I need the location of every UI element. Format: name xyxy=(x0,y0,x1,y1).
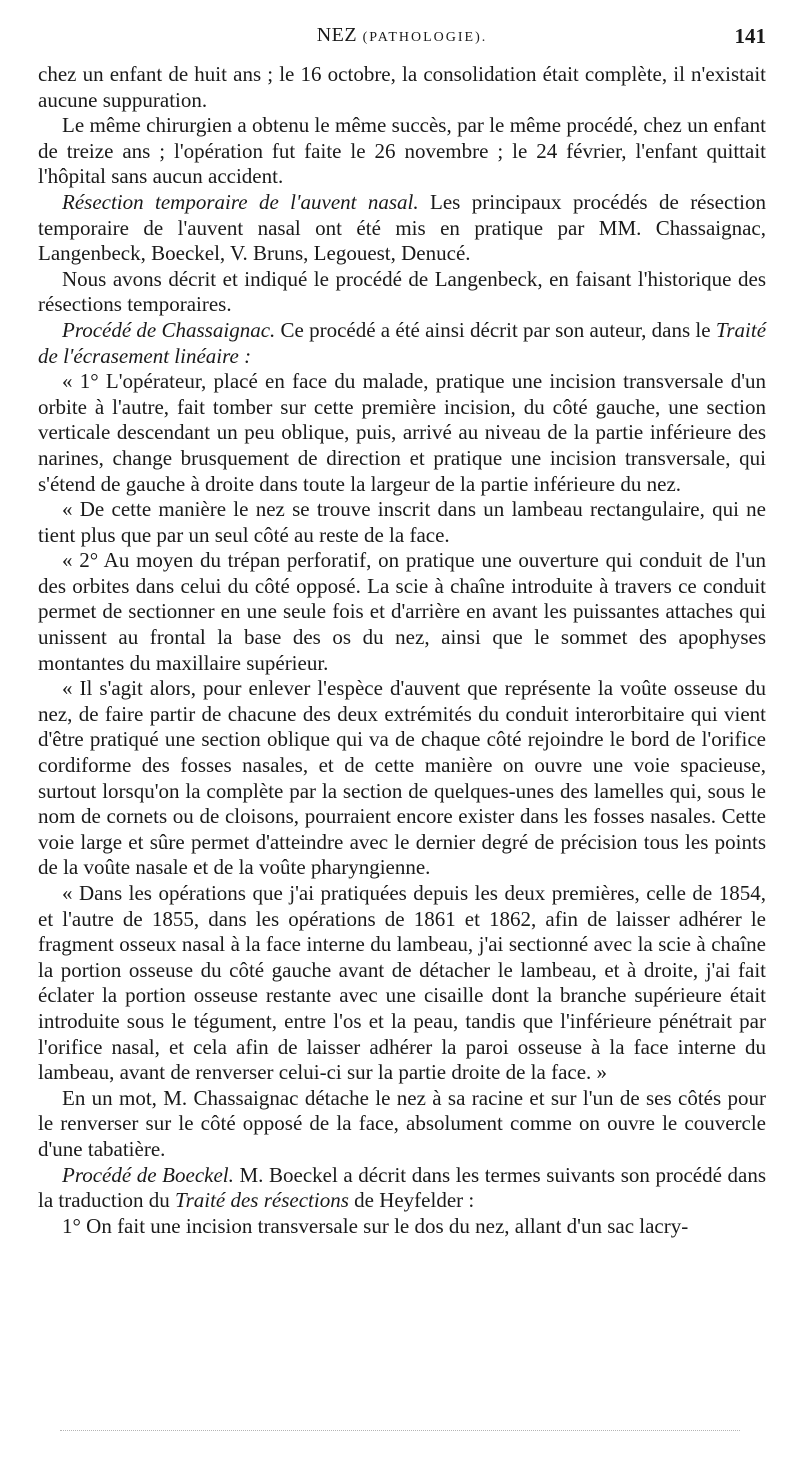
text-run: « 1° L'opérateur, placé en face du malade, pratique une incision transversale d'un orbite à l'autre, fait tomber sur cette première incision, du côté gauche, une section verticale descendant un peu oblique, puis, arrivé au niveau de la partie inférieure des narines, change brusquement de direction et pratique une incision transversale, qui s'étend de gauche à droite dans toute la largeur de la partie inférieure du nez. xyxy=(38,369,766,496)
italic-text: Résection temporaire de l'auvent nasal. xyxy=(62,189,419,214)
paragraph xyxy=(38,62,766,113)
text-run: En un mot, M. Chassaignac détache le nez à sa racine et sur l'un de ses côtés pour le renverser sur le côté opposé de la face, absolument comme on ouvre le couvercle d'une tabatière. xyxy=(38,1085,766,1161)
paragraph xyxy=(38,318,766,369)
italic-text: Procédé de Chassaignac. xyxy=(62,317,276,342)
page-number: 141 xyxy=(734,24,766,48)
text-run: M. Boeckel a décrit dans les termes suivants son procédé dans la traduction du xyxy=(38,1162,766,1213)
running-title-main: NEZ xyxy=(316,24,358,46)
body-text xyxy=(38,62,766,1239)
running-title xyxy=(38,24,766,47)
paragraph xyxy=(38,1163,766,1214)
paragraph xyxy=(38,1214,766,1240)
text-run: 1° On fait une incision transversale sur le dos du nez, allant d'un sac lacry- xyxy=(62,1213,689,1238)
paragraph xyxy=(38,881,766,1086)
running-title-subtitle: (PATHOLOGIE). xyxy=(362,30,488,45)
text-run: chez un enfant de huit ans ; le 16 octobre, la consolidation était complète, il n'existait aucune suppuration. xyxy=(38,62,766,112)
page-header xyxy=(38,24,766,54)
paragraph xyxy=(38,1086,766,1163)
text-run: Ce procédé a été ainsi décrit par son auteur, dans le xyxy=(275,317,716,342)
text-run: « Dans les opérations que j'ai pratiquées depuis les deux premières, celle de 1854, et l'autre de 1855, dans les opérations de 1861 et 1862, afin de laisser adhérer le fragment osseux nasal à la face interne du lambeau, j'ai sectionné avec la scie à chaîne la portion osseuse du côté gauche avant de détacher le lambeau, et à droite, j'ai fait éclater la portion osseuse restante avec une cisaille dont la branche supérieure était introduite sous le tégument, entre l'os et la peau, tandis que l'inférieure pénétrait par l'orifice nasal, et cela afin de laisser adhérer la paroi osseuse à la face interne du lambeau, avant de renverser celui-ci sur la partie droite de la face. » xyxy=(38,881,766,1085)
paragraph xyxy=(38,113,766,190)
text-run: de Heyfelder : xyxy=(348,1188,475,1213)
text-run: « De cette manière le nez se trouve inscrit dans un lambeau rectangulaire, qui ne tient plus que par un seul côté au reste de la face. xyxy=(38,497,766,547)
text-run: « Il s'agit alors, pour enlever l'espèce d'auvent que représente la voûte osseuse du nez, de faire partir de chacune des deux extrémités du conduit interorbitaire qui vient d'être pratiqué une section oblique qui va de chaque côté rejoindre le bord de l'orifice cordiforme des fosses nasales, et de cette manière on ouvre une voie spacieuse, surtout lorsqu'on la complète par la section de quelques-unes des lamelles qui, sous le nom de cornets ou de cloisons, pourraient encore exister dans les fosses nasales. Cette voie large et sûre permet d'atteindre avec le dernier degré de précision tous les points de la voûte nasale et de la voûte pharyngienne. xyxy=(38,676,766,880)
footer-divider xyxy=(60,1430,740,1431)
italic-text: Traité de l'écrasement linéaire : xyxy=(38,317,767,368)
paragraph xyxy=(38,497,766,548)
paragraph xyxy=(38,548,766,676)
text-run: Le même chirurgien a obtenu le même succès, par le même procédé, chez un enfant de treize ans ; l'opération fut faite le 26 novembre ; le 24 février, l'enfant quittait l'hôpital sans aucun accident. xyxy=(38,113,766,189)
text-run: « 2° Au moyen du trépan perforatif, on pratique une ouverture qui conduit de l'un des orbites dans celui du côté opposé. La scie à chaîne introduite à travers ce conduit permet de sectionner en une seule fois et d'arrière en avant les puissantes attaches qui unissent au frontal la base des os du nez, ainsi que le sommet des apophyses montantes du maxillaire supérieur. xyxy=(38,548,766,675)
paragraph xyxy=(38,369,766,497)
paragraph xyxy=(38,676,766,881)
paragraph xyxy=(38,267,766,318)
text-run: Nous avons décrit et indiqué le procédé de Langenbeck, en faisant l'historique des résections temporaires. xyxy=(38,266,766,317)
italic-text: Procédé de Boeckel. xyxy=(62,1162,234,1187)
italic-text: Traité des résections xyxy=(175,1188,349,1213)
text-run: Les principaux procédés de résection temporaire de l'auvent nasal ont été mis en pratique par MM. Chassaignac, Langenbeck, Boeckel, V. Bruns, Legouest, Denucé. xyxy=(38,189,766,266)
paragraph xyxy=(38,190,766,267)
